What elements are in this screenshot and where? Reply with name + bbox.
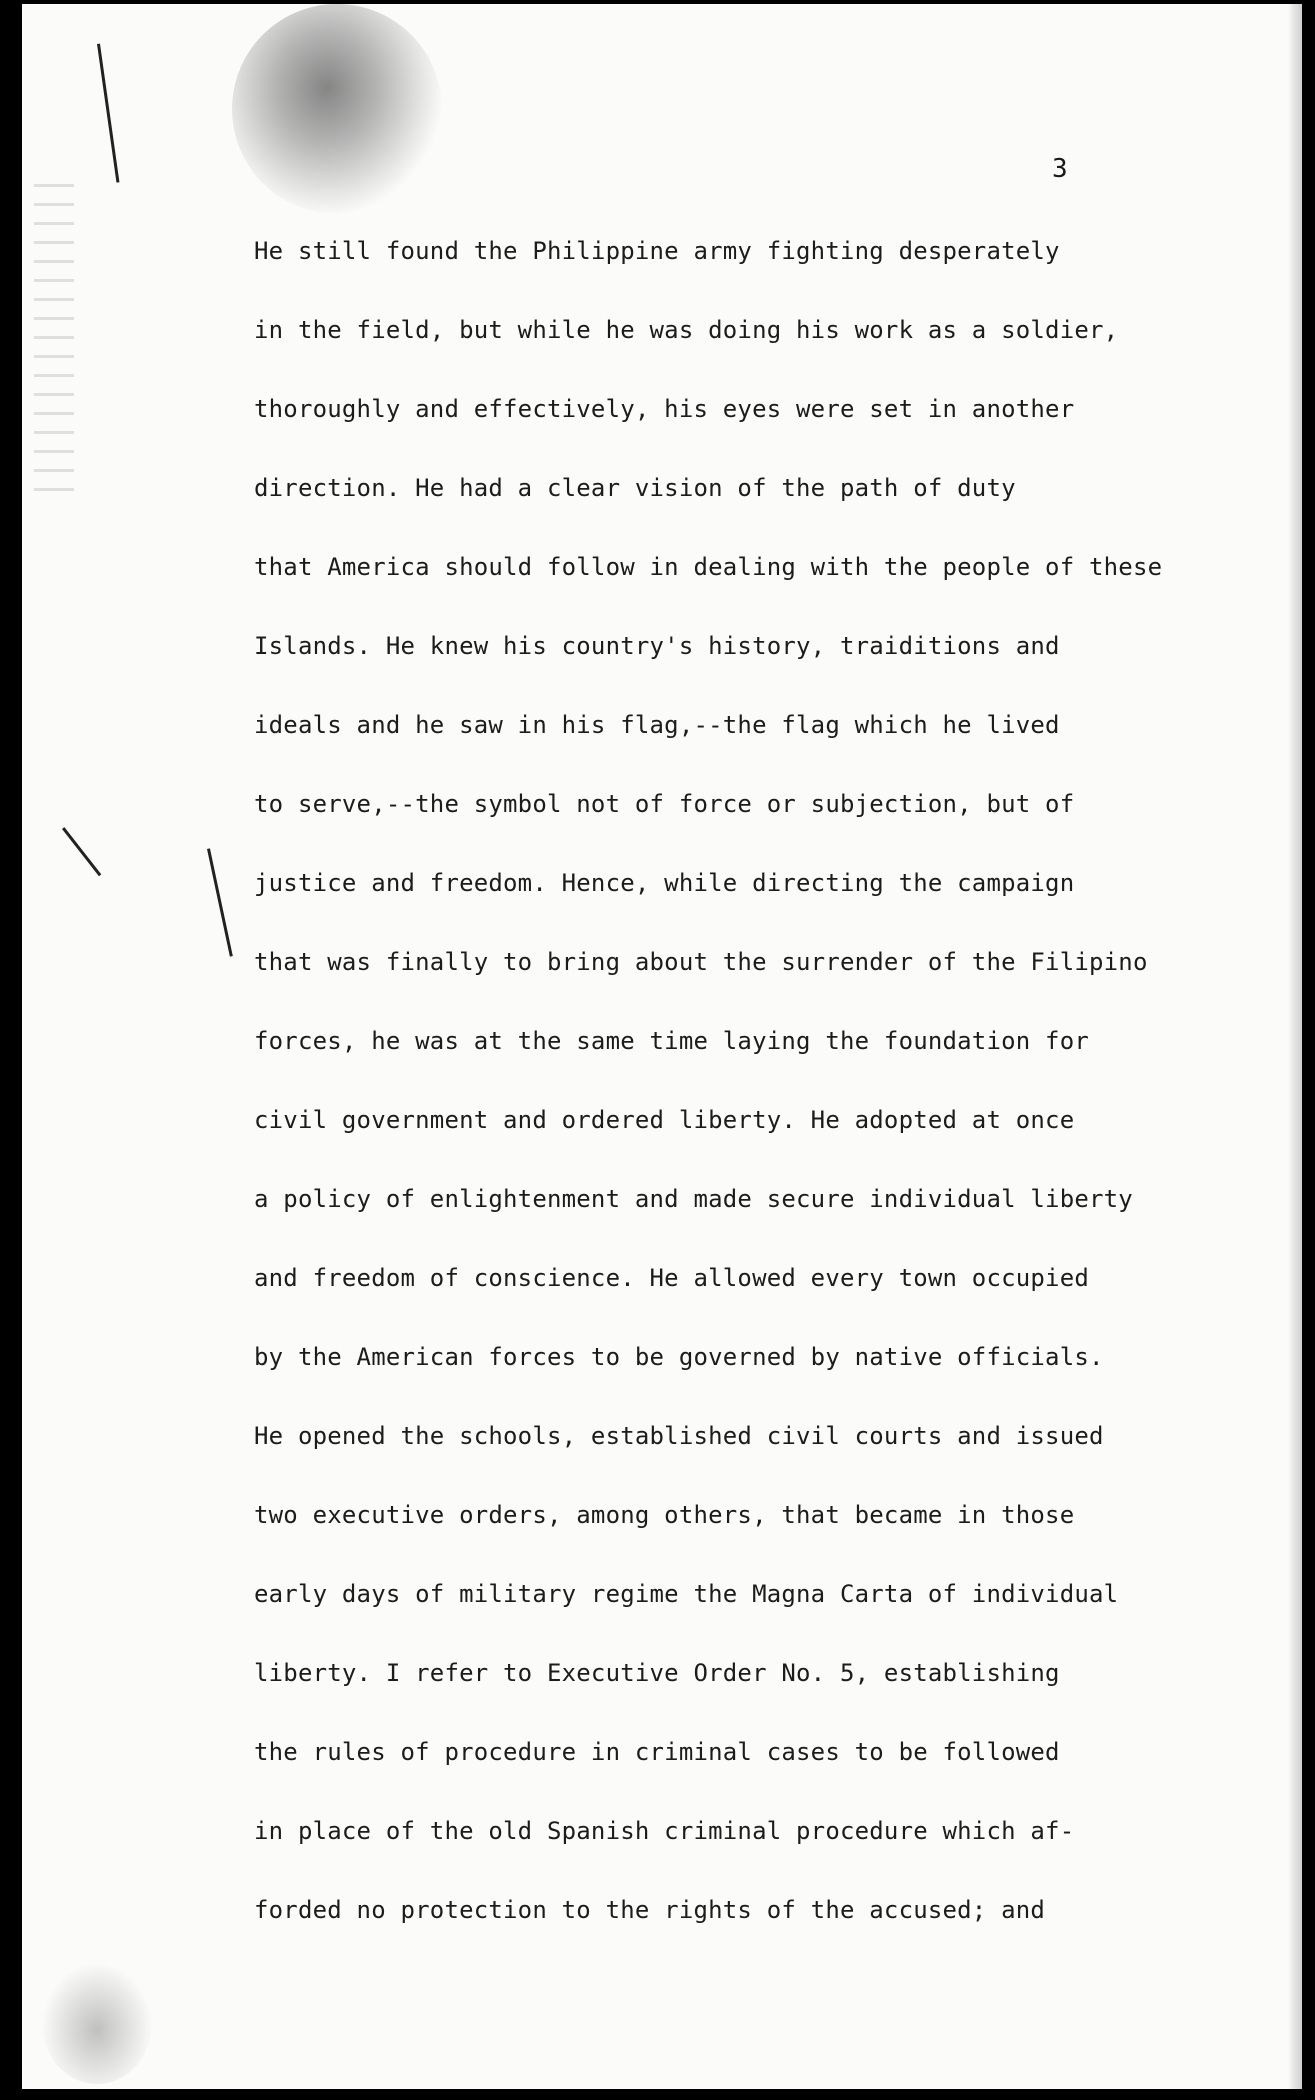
text-line: justice and freedom. Hence, while directing the campaign [254,869,1075,897]
pen-mark [207,848,233,956]
text-line: ideals and he saw in his flag,--the flag which he lived [254,711,1060,739]
edge-speckle [34,184,74,504]
text-line: direction. He had a clear vision of the path of duty [254,474,1016,502]
ink-smudge [232,4,442,214]
text-line: liberty. I refer to Executive Order No. 5, establishing [254,1659,1060,1687]
ink-smudge-bottom [42,1964,152,2084]
pen-mark [97,44,119,183]
text-line: by the American forces to be governed by native officials. [254,1343,1104,1371]
typewritten-body [254,212,1274,1950]
text-line: in the field, but while he was doing his work as a soldier, [254,316,1119,344]
text-line: that America should follow in dealing with the people of these [254,553,1163,581]
text-line: the rules of procedure in criminal cases to be followed [254,1738,1060,1766]
text-line: two executive orders, among others, that became in those [254,1501,1075,1529]
text-line: in place of the old Spanish criminal procedure which af- [254,1817,1075,1845]
page-edge-shadow [1288,4,1302,2089]
text-line: and freedom of conscience. He allowed every town occupied [254,1264,1090,1292]
text-line: He opened the schools, established civil courts and issued [254,1422,1104,1450]
text-line: civil government and ordered liberty. He adopted at once [254,1106,1075,1134]
text-line: He still found the Philippine army fighting desperately [254,237,1060,265]
text-line: forces, he was at the same time laying the foundation for [254,1027,1090,1055]
pen-mark [62,827,101,876]
text-line: Islands. He knew his country's history, traiditions and [254,632,1060,660]
text-line: thoroughly and effectively, his eyes were set in another [254,395,1075,423]
text-line: forded no protection to the rights of the accused; and [254,1896,1046,1924]
document-page [22,4,1302,2089]
text-line: that was finally to bring about the surrender of the Filipino [254,948,1148,976]
page-number: 3 [1052,154,1068,184]
text-line: a policy of enlightenment and made secure individual liberty [254,1185,1133,1213]
text-line: early days of military regime the Magna Carta of individual [254,1580,1119,1608]
text-line: to serve,--the symbol not of force or subjection, but of [254,790,1075,818]
